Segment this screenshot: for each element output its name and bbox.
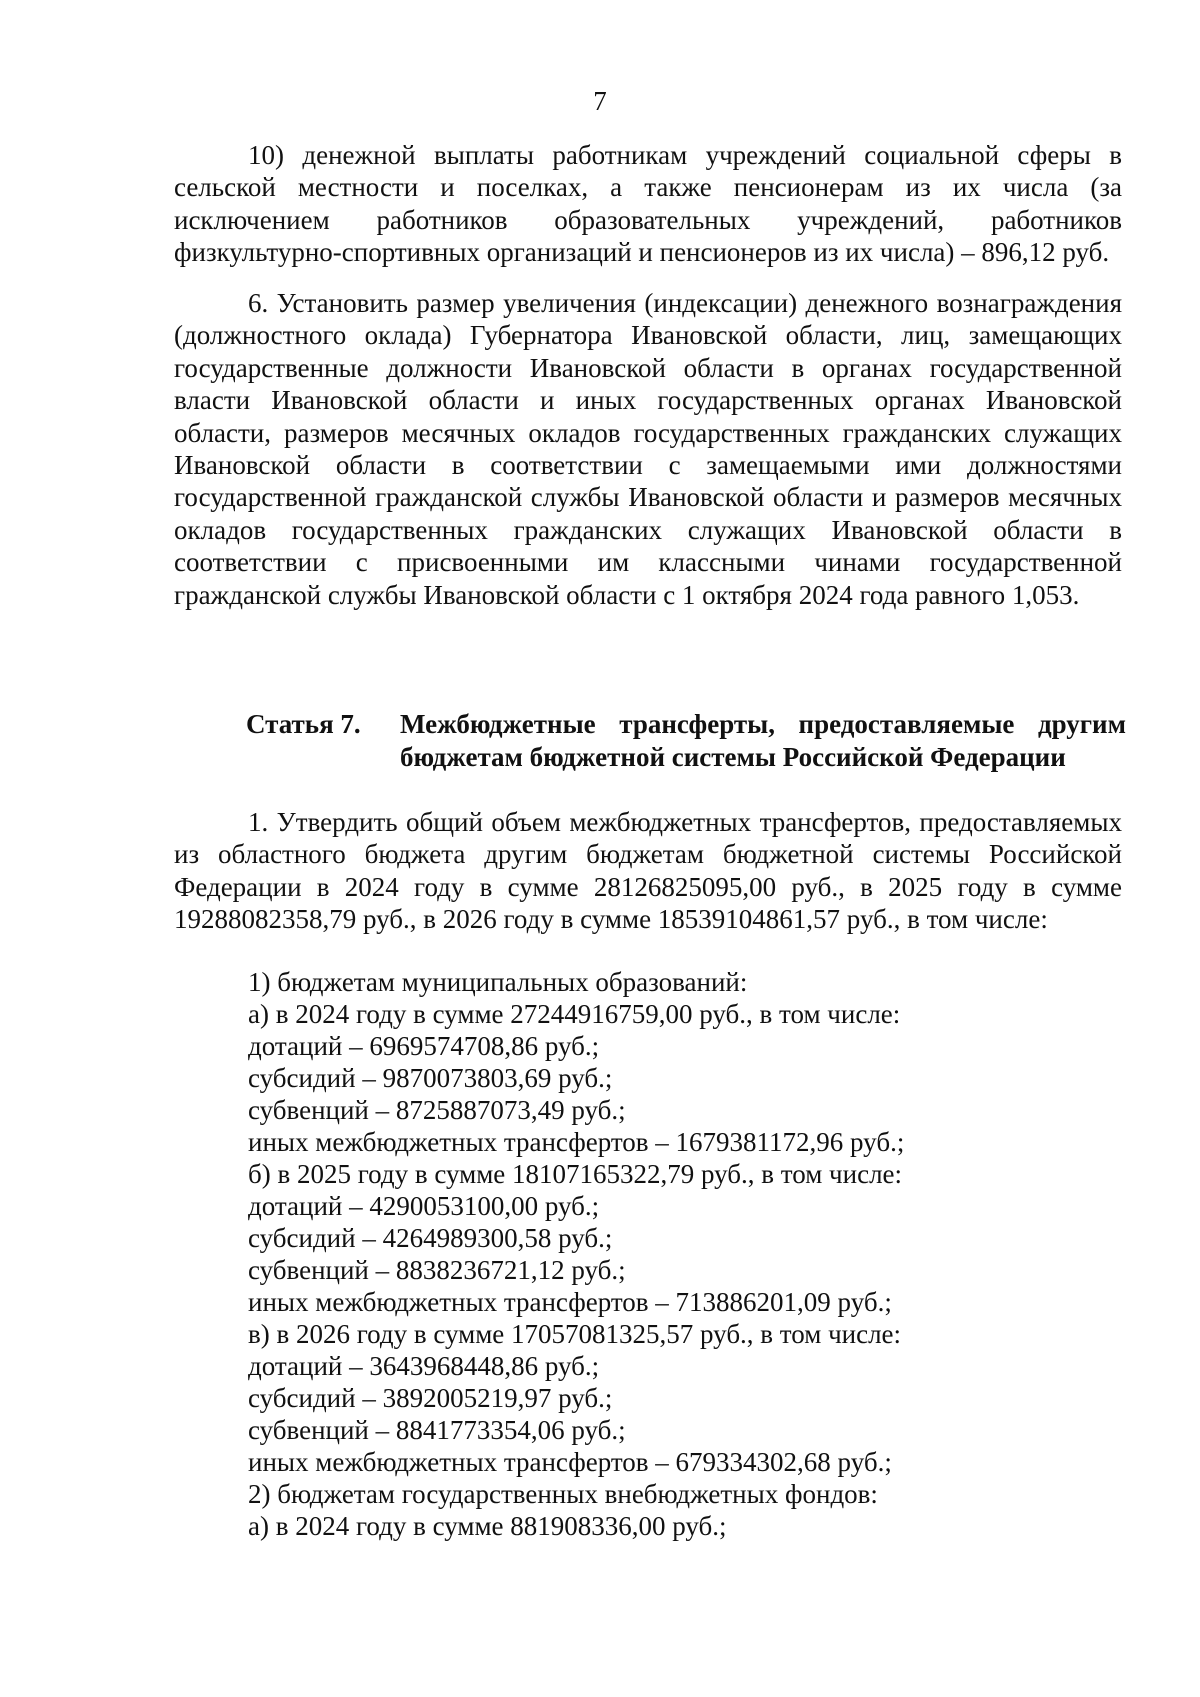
list-item: иных межбюджетных трансфертов – 679334302,68 руб.; bbox=[248, 1447, 892, 1477]
list-item: 1) бюджетам муниципальных образований: bbox=[248, 967, 748, 997]
list-item: субвенций – 8841773354,06 руб.; bbox=[248, 1415, 626, 1445]
article-title: Межбюджетные трансферты, предоставляемые другим бюджетам бюджетной системы Российской Федерации bbox=[400, 709, 1126, 772]
list-item: субсидий – 3892005219,97 руб.; bbox=[248, 1383, 613, 1413]
paragraph-item-10: 10) денежной выплаты работникам учреждений социальной сферы в сельской местности и поселках, а также пенсионерам из их числа (за исключением работников образовательных учреждений, работников физкультурно-спортивных организаций и пенсионеров из их числа) – 896,12 руб. bbox=[174, 140, 1122, 268]
list-item: а) в 2024 году в сумме 881908336,00 руб.; bbox=[248, 1511, 727, 1541]
list-item: дотаций – 4290053100,00 руб.; bbox=[248, 1191, 600, 1221]
list-item: субсидий – 4264989300,58 руб.; bbox=[248, 1223, 613, 1253]
paragraph-article7-item1: 1. Утвердить общий объем межбюджетных трансфертов, предоставляемых из областного бюджета другим бюджетам бюджетной системы Российской Федерации в 2024 году в сумме 28126825095,00 руб., в 2025 году в сумме 19288082358,79 руб., в 2026 году в сумме 18539104861,57 руб., в том числе: bbox=[174, 807, 1122, 935]
page-number: 7 bbox=[593, 86, 607, 116]
list-item: 2) бюджетам государственных внебюджетных фондов: bbox=[248, 1479, 878, 1509]
list-item: субвенций – 8725887073,49 руб.; bbox=[248, 1095, 626, 1125]
list-item: б) в 2025 году в сумме 18107165322,79 руб., в том числе: bbox=[248, 1159, 903, 1189]
paragraph-item-6: 6. Установить размер увеличения (индексации) денежного вознаграждения (должностного оклада) Губернатора Ивановской области, лиц, замещающих государственные должности Ивановской области в органах государственной власти Ивановской области и иных государственных органах Ивановской области, размеров месячных окладов государственных гражданских служащих Ивановской области в соответствии с замещаемыми ими должностями государственной гражданской службы Ивановской области и размеров месячных окладов государственных гражданских служащих Ивановской области в соответствии с присвоенными им классными чинами государственной гражданской службы Ивановской области с 1 октября 2024 года равного 1,053. bbox=[174, 288, 1122, 610]
list-item: иных межбюджетных трансфертов – 713886201,09 руб.; bbox=[248, 1287, 892, 1317]
list-item: иных межбюджетных трансфертов – 1679381172,96 руб.; bbox=[248, 1127, 905, 1157]
list-item: субвенций – 8838236721,12 руб.; bbox=[248, 1255, 626, 1285]
list-item: дотаций – 6969574708,86 руб.; bbox=[248, 1031, 600, 1061]
list-item: а) в 2024 году в сумме 27244916759,00 руб., в том числе: bbox=[248, 999, 901, 1029]
list-item: субсидий – 9870073803,69 руб.; bbox=[248, 1063, 613, 1093]
list-item: дотаций – 3643968448,86 руб.; bbox=[248, 1351, 600, 1381]
article-number: Статья 7. bbox=[246, 709, 361, 739]
list-item: в) в 2026 году в сумме 17057081325,57 руб., в том числе: bbox=[248, 1319, 902, 1349]
